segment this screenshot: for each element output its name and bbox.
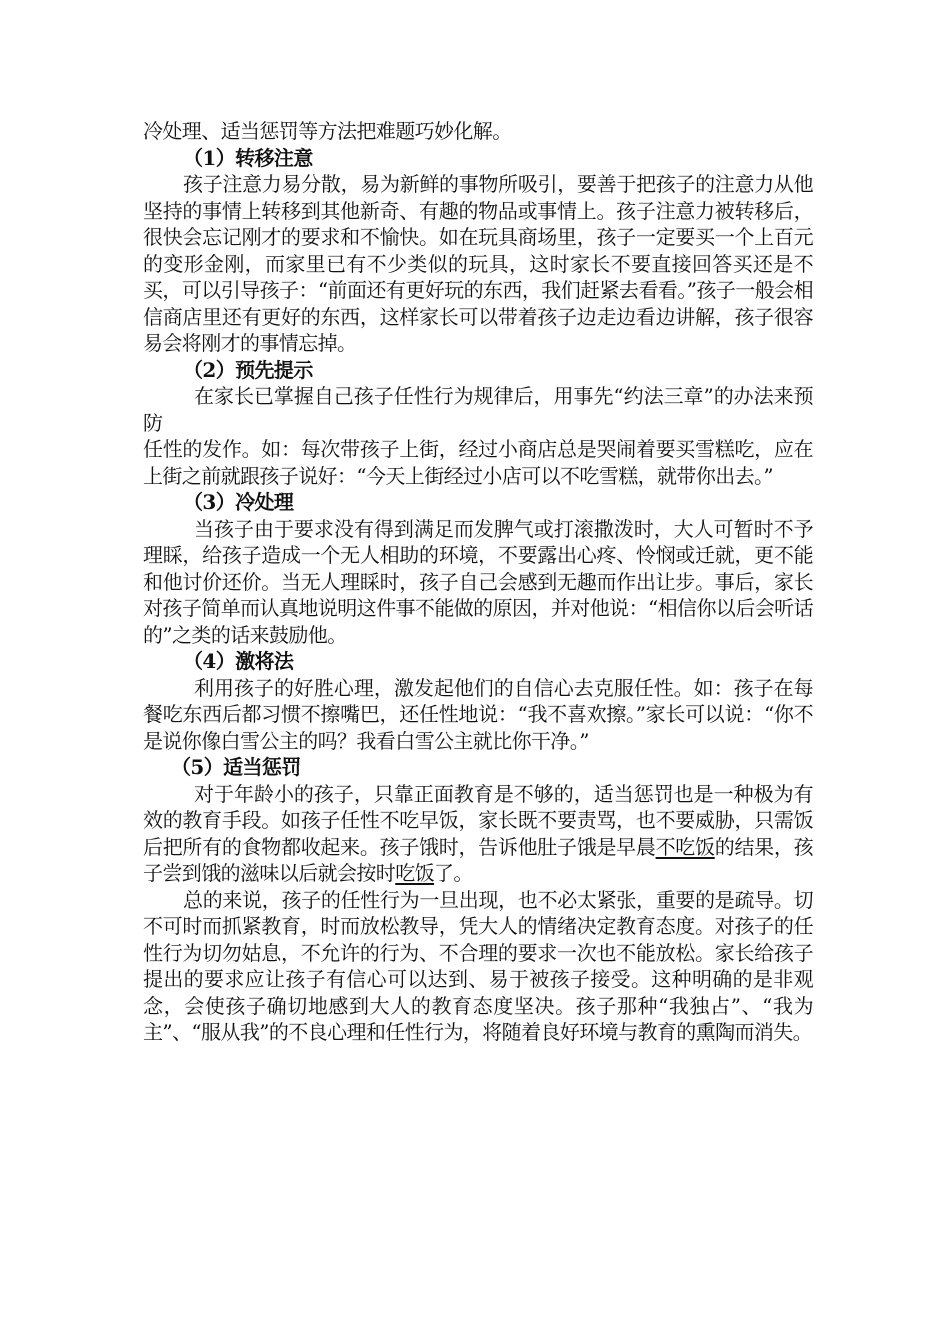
section-paragraph-3: 当孩子由于要求没有得到满足而发脾气或打滚撒泼时，大人可暂时不予理睬，给孩子造成一个无人相助的环境，不要露出心疼、怜悯或迁就，更不能和他讨价还价。当无人理睬时，孩子自己会感到无趣而作出让步。事后，家长对孩子简单而认真地说明这件事不能做的原因，并对他说：“相信你以后会听话的”之类的话来鼓励他。 [143, 516, 813, 647]
paragraph-5-part-1: 对于年龄小的孩子，只靠正面教育是不够的，适当惩罚也是一种极为有效的教育手段。如孩子任性不吃早饭，家长既不要责骂，也不要威胁，只需饭后把所有的食物都收起来。孩子饿时，告诉他肚子饿是早晨 [143, 781, 813, 859]
paragraph-5-part-3: 了。 [434, 861, 473, 885]
section-paragraph-2a: 在家长已掌握自己孩子任性行为规律后，用事先“约法三章”的办法来预防 [143, 384, 813, 435]
paragraph-5-part-2: 的结果，孩子尝到饿的滋味以后就会按时 [143, 834, 814, 885]
section-heading-4: （4）激将法 [183, 649, 294, 673]
section-paragraph-2b: 任性的发作。如：每次带孩子上街，经过小商店总是哭闹着要买雪糕吃，应在上街之前就跟孩子说好：“今天上街经过小店可以不吃雪糕，就带你出去。” [143, 437, 813, 488]
section-heading-3: （3）冷处理 [183, 490, 294, 514]
underlined-phrase-1: 不吃饭 [655, 834, 715, 859]
section-paragraph-5 [143, 781, 813, 887]
section-paragraph-1: 孩子注意力易分散，易为新鲜的事物所吸引，要善于把孩子的注意力从他坚持的事情上转移到其他新奇、有趣的物品或事情上。孩子注意力被转移后，很快会忘记刚才的要求和不愉快。如在玩具商场里，孩子一定要买一个上百元的变形金刚，而家里已有不少类似的玩具，这时家长不要直接回答买还是不买，可以引导孩子：“前面还有更好玩的东西，我们赶紧去看看。”孩子一般会相信商店里还有更好的东西，这样家长可以带着孩子边走边看边讲解，孩子很容易会将刚才的事情忘掉。 [143, 172, 813, 355]
section-heading-1: （1）转移注意 [183, 145, 313, 170]
section-heading-5: （5）适当惩罚 [171, 755, 301, 779]
section-paragraph-4: 利用孩子的好胜心理，激发起他们的自信心去克服任性。如：孩子在每餐吃东西后都习惯不擦嘴巴，还任性地说：“我不喜欢擦。”家长可以说：“你不是说你像白雪公主的吗？我看白雪公主就比你干净。” [143, 675, 813, 753]
document-body [143, 118, 813, 1046]
intro-line: 冷处理、适当惩罚等方法把难题巧妙化解。 [143, 119, 512, 143]
section-heading-2: （2）预先提示 [183, 357, 313, 382]
underlined-phrase-2: 吃饭 [395, 861, 435, 885]
conclusion-paragraph: 总的来说，孩子的任性行为一旦出现，也不必太紧张，重要的是疏导。切不可时而抓紧教育，时而放松教导，凭大人的情绪决定教育态度。对孩子的任性行为切勿姑息，不允许的行为、不合理的要求一次也不能放松。家长给孩子提出的要求应让孩子有信心可以达到、易于被孩子接受。这种明确的是非观念，会使孩子确切地感到大人的教育态度坚决。孩子那种“我独占”、“我为主”、“服从我”的不良心理和任性行为，将随着良好环境与教育的熏陶而消失。 [143, 887, 813, 1044]
